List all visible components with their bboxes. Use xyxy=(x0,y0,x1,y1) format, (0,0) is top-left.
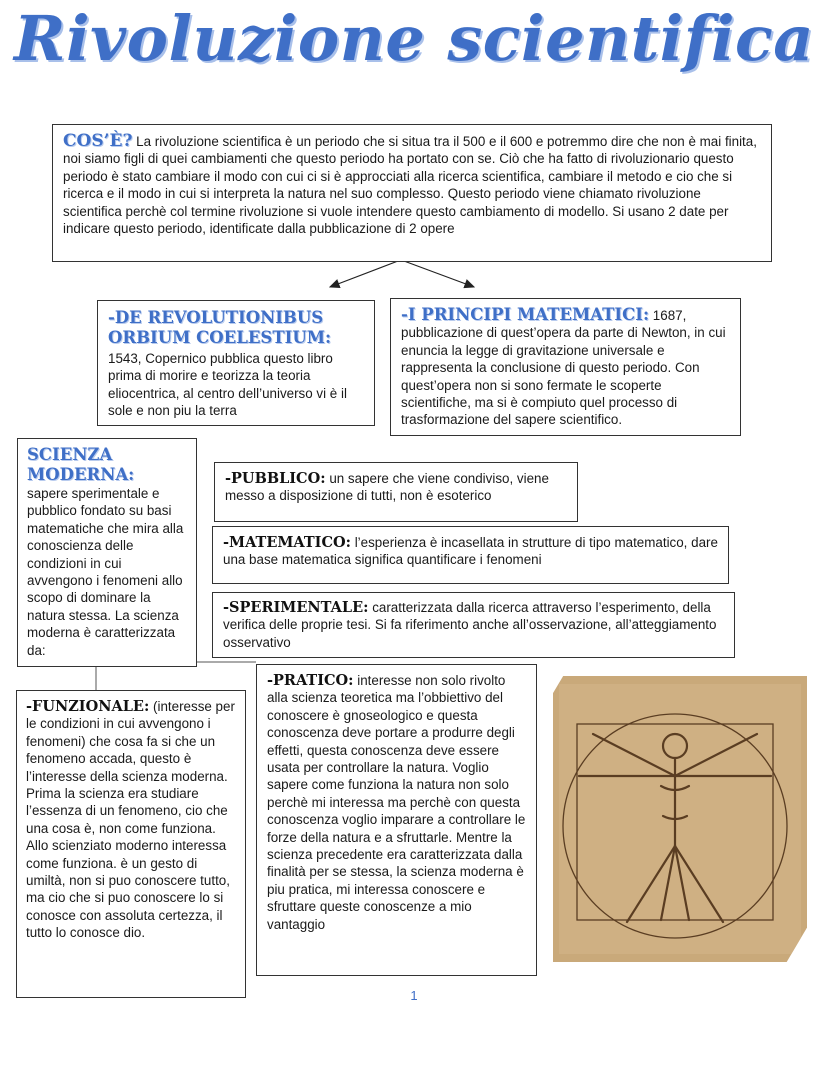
scienza-moderna-box xyxy=(17,438,197,667)
arrow-to-principi xyxy=(404,261,474,287)
revolutionibus-text: 1543, Copernico pubblica questo libro prima di morire e teorizza la teoria eliocentrica, al centro dell’universo vi è il sole e non piu la terra xyxy=(108,351,347,419)
scienza-moderna-heading: SCIENZA MODERNA: xyxy=(27,445,135,484)
pubblico-text: un sapere che viene condiviso, viene messo a disposizione di tutti, non è esoterico xyxy=(225,471,549,504)
page-number: 1 xyxy=(410,988,418,1003)
pubblico-box xyxy=(214,462,578,522)
revolutionibus-box xyxy=(97,300,375,426)
funzionale-heading: -FUNZIONALE: xyxy=(26,698,150,715)
revolutionibus-heading: -DE REVOLUTIONIBUS ORBIUM COELESTIUM: xyxy=(108,308,332,347)
scienza-moderna-text: sapere sperimentale e pubblico fondato su basi matematiche che mira alla conoscienza delle condizioni in cui avvengono i fenomeni allo scopo di dominare la natura stessa. La scienza moderna è caratterizzata da: xyxy=(27,486,184,658)
matematico-text: l’esperienza è incasellata in strutture di tipo matematico, dare una base matematica significa quantificare i fenomeni xyxy=(223,535,718,568)
pratico-text: interesse non solo rivolto alla scienza teoretica ma l’obbiettivo del conoscere è gnoseologico e questa conoscenza deve portare a produrre degli effetti, questa conoscenza deve essere usata per controllare la natura. Voglio sapere come funziona la natura non solo perchè mi interessa ma perchè con questa conoscenza voglio imparare a controllare le forze della natura e a sfruttarle. Mentre la scienza precedente era caratterizzata dalla finalità per se stessa, la scienza moderna è piu pratica, mi interessa conoscere e sfruttare queste conoscenze a mio vantaggio xyxy=(267,673,526,932)
funzionale-text: (interesse per le condizioni in cui avvengono i fenomeni) che cosa fa si che un fenomeno accada, questo è l’interesse della scienza moderna. Prima la scienza era studiare l’essenza di un fenomeno, cio che una cosa è, non come funziona. Allo scienziato moderno interessa come funziona. è un gesto di umiltà, non si puo conoscere tutto, ma cio che si puo conoscere lo si conosce con assoluta certezza, il tutto lo conosce dio. xyxy=(26,699,235,941)
cose-box xyxy=(52,124,772,262)
pratico-box xyxy=(256,664,537,976)
funzionale-box xyxy=(16,690,246,998)
principi-heading: -I PRINCIPI MATEMATICI: xyxy=(401,305,650,324)
cose-text: La rivoluzione scientifica è un periodo che si situa tra il 500 e il 600 e potremmo dire che non è mai finita, noi siamo figli di quei cambiamenti che questo periodo ha portato con se. Ciò che ha fatto di rivoluzionario questo periodo è stato cambiare il modo con cui ci si è approcciati alla ricerca scientifica, cambiare il metodo e cio che si ricerca e il modo in cui si interpreta la natura nel suo complesso. Questo periodo viene chiamato rivoluzione scientifica perchè col termine rivoluzione si vuole intendere questo cambiamento di modello. Si usano 2 date per indicare questo periodo, identificate dalla pubblicazione di 2 opere xyxy=(63,134,757,237)
pratico-heading: -PRATICO: xyxy=(267,672,354,689)
sperimentale-text: caratterizzata dalla ricerca attraverso l’esperimento, della verifica delle proprie tesi. Si fa riferimento anche all’osservazione, all’atteggiamento osservativo xyxy=(223,600,717,650)
principi-text: 1687, pubblicazione di quest’opera da parte di Newton, in cui enuncia la legge di gravitazione universale e rappresenta la conclusione di questo periodo. Con quest’opera non si sono fermate le scoperte scientifiche, ma si è compiuto quel processo di trasformazione del sapere scientifico. xyxy=(401,308,726,428)
matematico-box xyxy=(212,526,729,584)
pubblico-heading: -PUBBLICO: xyxy=(225,470,326,487)
cose-heading: COS’È? xyxy=(63,131,133,151)
page-title: Rivoluzione scientifica xyxy=(14,2,814,75)
arrow-to-revolutionibus xyxy=(330,261,398,287)
sperimentale-heading: -SPERIMENTALE: xyxy=(223,599,369,616)
matematico-heading: -MATEMATICO: xyxy=(223,534,351,551)
sperimentale-box xyxy=(212,592,735,658)
vitruvian-man-image xyxy=(553,676,807,962)
principi-box xyxy=(390,298,741,436)
